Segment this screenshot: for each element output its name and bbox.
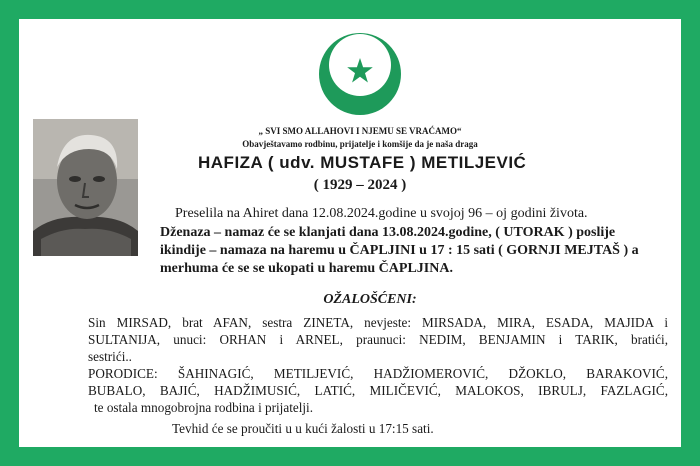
deceased-name: HAFIZA ( udv. MUSTAFE ) METILJEVIĆ <box>198 153 527 172</box>
mourners-title: OŽALOŠĆENI: <box>323 292 417 307</box>
tevhid-line: Tevhid će se proučiti u u kući žalosti u 17:15 sati. <box>172 421 434 436</box>
funeral-line-3: merhuma će se se ukopati u haremu ČAPLJINA. <box>160 261 453 276</box>
quote-line: „ SVI SMO ALLAHOVI I NJEMU SE VRAĆAMO“ <box>258 126 462 136</box>
portrait-photo <box>33 119 138 256</box>
mourners-list <box>88 314 668 416</box>
funeral-line-1: Dženaza – namaz će se klanjati dana 13.08.2024.godine, ( UTORAK ) poslije <box>160 225 616 240</box>
families-line-1: PORODICE: ŠAHINAGIĆ, METILJEVIĆ, HADŽIOMEROVIĆ, DŽOKLO, BARAKOVIĆ, <box>88 366 668 381</box>
notice-line: Obavještavamo rodbinu, prijatelje i komšije da je naša draga <box>242 139 478 149</box>
mourners-line-3: sestrići.. <box>88 349 132 364</box>
portrait-drawing <box>33 119 138 256</box>
life-years: ( 1929 – 2024 ) <box>313 177 407 193</box>
families-line-2: BUBALO, BAJIĆ, HADŽIMUSIĆ, LATIĆ, MILIČEVIĆ, MALOKOS, IBRULJ, FAZLAGIĆ, <box>88 383 668 398</box>
crescent-star-icon <box>318 32 402 116</box>
relatives-line: te ostala mnogobrojna rodbina i prijatelji. <box>94 400 314 415</box>
funeral-line-2: ikindije – namaza na haremu u ČAPLJINI u 17 : 15 sati ( GORNJI MEJTAŠ ) a <box>160 243 639 258</box>
mourners-line-1: Sin MIRSAD, brat AFAN, sestra ZINETA, nevjeste: MIRSADA, MIRA, ESADA, MAJIDA i <box>88 315 668 330</box>
death-date-line: Preselila na Ahiret dana 12.08.2024.godine u svojoj 96 – oj godini života. <box>175 206 588 221</box>
mourners-line-2: SULTANIJA, unuci: ORHAN i ARNEL, praunuci: NEDIM, BENJAMIN i TARIK, bratići, <box>88 332 668 347</box>
